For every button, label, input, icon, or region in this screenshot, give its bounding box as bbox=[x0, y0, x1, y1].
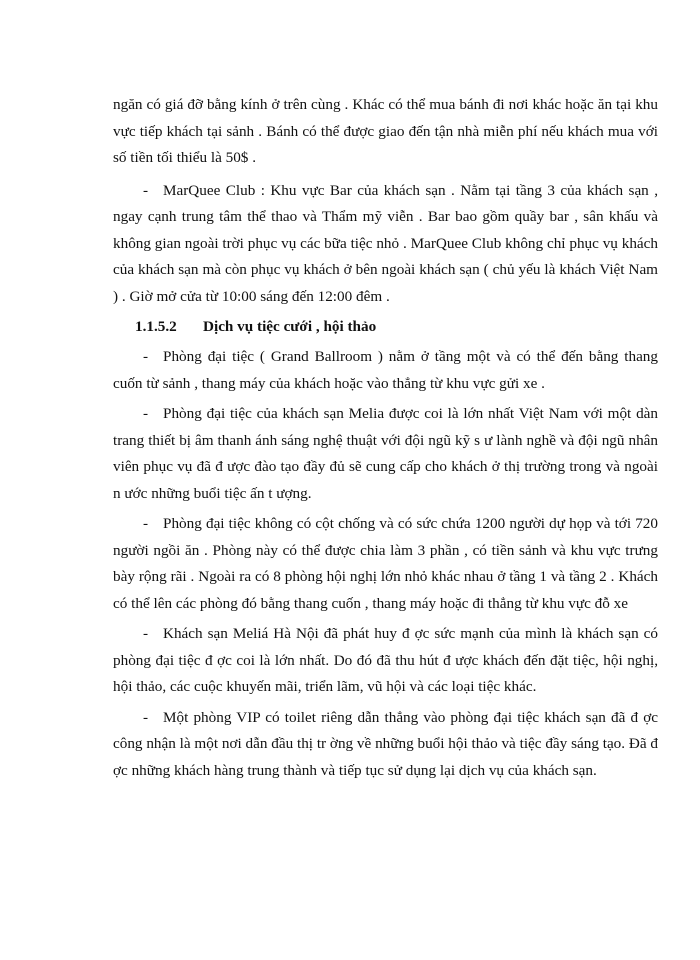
bullet-dash: - bbox=[143, 405, 149, 422]
bullet-marquee-club bbox=[113, 178, 658, 311]
bullet-text: Một phòng VIP có toilet riêng dẫn thẳng vào phòng đại tiệc khách sạn đã đ ợc công nhận là một nơi dẫn đầu thị tr ờng về những buổi hội thảo và tiệc đầy sáng tạo. Đã đ ợc những khách hàng trung thành và tiếp tục sử dụng lại dịch vụ của khách sạn. bbox=[113, 708, 658, 779]
page-body bbox=[113, 92, 658, 788]
bullet-grand-ballroom bbox=[113, 344, 658, 397]
bullet-text: Phòng đại tiệc của khách sạn Melia được coi là lớn nhất Việt Nam với một dàn trang thiết bị âm thanh ánh sáng nghệ thuật với đội ngũ kỹ s ư lành nghề và đội ngũ nhân viên phục vụ đã đ ược đào tạo đầy đủ sẽ cung cấp cho khách ở thị trường trong và ngoài n ước những buổi tiệc ấn t ượng. bbox=[113, 405, 658, 502]
section-number: 1.1.5.2 bbox=[135, 318, 177, 335]
bullet-vip-room bbox=[113, 705, 658, 785]
bullet-largest-ballroom bbox=[113, 401, 658, 507]
bullet-dash: - bbox=[143, 515, 149, 532]
paragraph-text: ngăn có giá đỡ bằng kính ở trên cùng . Khác có thể mua bánh đi nơi khác hoặc ăn tại khu vực tiếp khách tại sảnh . Bánh có thể được giao đến tận nhà miễn phí nếu khách mua với số tiền tối thiểu là 50$ . bbox=[113, 96, 658, 166]
bullet-dash: - bbox=[143, 348, 149, 365]
section-heading bbox=[113, 314, 658, 340]
bullet-dash: - bbox=[143, 625, 149, 642]
bullet-dash: - bbox=[143, 181, 149, 199]
bullet-melia-hanoi bbox=[113, 621, 658, 701]
section-title: Dịch vụ tiệc cưới , hội thảo bbox=[203, 318, 377, 335]
bullet-dash: - bbox=[143, 708, 149, 726]
bullet-text: Phòng đại tiệc ( Grand Ballroom ) nằm ở tầng một và có thể đến bằng thang cuốn từ sảnh , thang máy của khách hoặc vào thẳng từ khu vực gửi xe . bbox=[113, 348, 658, 392]
bullet-text: MarQuee Club : Khu vực Bar của khách sạn . Nằm tại tầng 3 của khách sạn , ngay cạnh trung tâm thể thao và Thẩm mỹ viễn . Bar bao gồm quầy bar , sân khấu và không gian ngoài trời phục vụ các bữa tiệc nhỏ . MarQuee Club không chỉ phục vụ khách của khách sạn mà còn phục vụ khách ở bên ngoài khách sạn ( chủ yếu là khách Việt Nam ) . Giờ mở cửa từ 10:00 sáng đến 12:00 đêm . bbox=[113, 181, 658, 305]
bullet-capacity bbox=[113, 511, 658, 617]
bullet-text: Khách sạn Meliá Hà Nội đã phát huy đ ợc sức mạnh của mình là khách sạn có phòng đại tiệc đ ợc coi là lớn nhất. Do đó đã thu hút đ ược khách đến đặt tiệc, hội nghị, hội thảo, các cuộc khuyến mãi, triển lãm, vũ hội và các loại tiệc khác. bbox=[113, 625, 658, 695]
bullet-text: Phòng đại tiệc không có cột chống và có sức chứa 1200 người dự họp và tới 720 người ngồi ăn . Phòng này có thể được chia làm 3 phần , có tiền sảnh và khu vực trưng bày rộng rãi . Ngoài ra có 8 phòng hội nghị lớn nhỏ khác nhau ở tầng 1 và tầng 2 . Khách có thể lên các phòng đó bằng thang cuốn , thang máy hoặc đi thẳng từ khu vực đỗ xe bbox=[113, 515, 658, 612]
paragraph-cake-shop bbox=[113, 92, 658, 172]
